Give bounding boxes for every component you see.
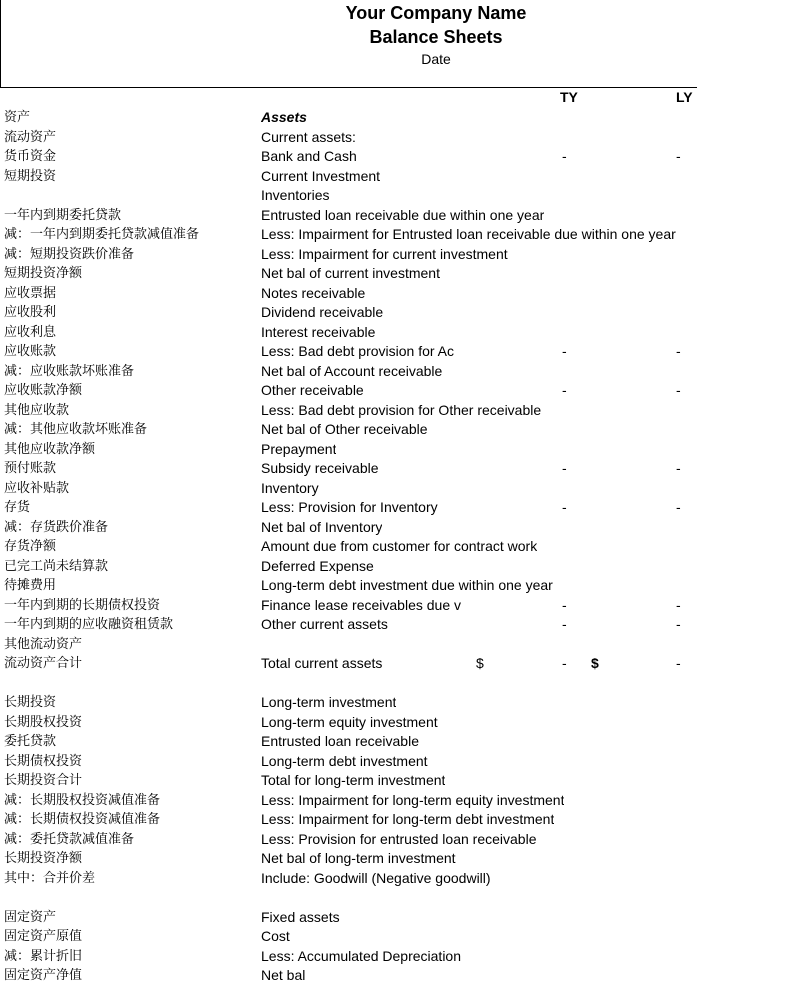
row-label-chinese: 长期债权投资 [4,753,83,769]
row-label-english: Less: Accumulated Depreciation [261,947,461,964]
table-row [0,420,800,440]
row-label-chinese: 流动资产 [4,129,57,145]
row-label-english: Interest receivable [261,323,376,340]
row-label-chinese: 一年内到期委托贷款 [4,207,122,223]
row-label-chinese: 长期投资净额 [4,851,83,866]
row-label-english: Deferred Expense [261,557,374,574]
table-row [0,498,800,518]
row-label-chinese: 固定资产 [4,909,57,925]
value-ly: - [676,499,681,515]
row-label-english: Less: Impairment for current investment [261,245,508,262]
row-label-chinese: 其中：合并价差 [4,870,96,886]
table-row [0,732,800,752]
table-row [0,206,800,226]
left-border [0,0,1,88]
row-label-chinese: 存货 [4,500,31,515]
row-label-english: Inventory [261,479,319,496]
row-label-chinese: 减：长期债权投资减值准备 [4,812,161,827]
row-label-chinese: 长期股权投资 [4,714,83,730]
table-row [0,596,800,616]
table-row [0,108,800,128]
table-row [0,888,800,908]
table-row [0,908,800,928]
row-label-english: Include: Goodwill (Negative goodwill) [261,869,491,886]
row-label-english: Less: Bad debt provision for Other receivable [261,401,542,418]
row-label-chinese: 减：存货跌价准备 [4,519,109,535]
row-label-chinese: 其他应收款净额 [4,441,96,457]
value-ty: - [562,460,567,476]
row-label-chinese: 应收票据 [4,285,57,301]
row-label-english: Long-term investment [261,694,397,710]
table-row [0,264,800,284]
row-label-english: Less: Bad debt provision for Ac [261,343,454,359]
row-label-chinese: 减：其他应收款坏账准备 [4,422,148,437]
table-row [0,654,800,674]
row-label-chinese: 固定资产净值 [4,968,83,983]
value-ty: - [562,596,567,613]
row-label-chinese: 固定资产原值 [4,929,83,944]
row-label-english: Bank and Cash [261,148,357,164]
table-row [0,635,800,655]
row-label-chinese: 其他应收款 [4,402,70,418]
row-label-english: Other receivable [261,382,364,398]
row-label-english: Net bal of Inventory [261,518,383,535]
table-row [0,303,800,323]
row-label-english: Net bal of Account receivable [261,362,443,379]
sheet-date: Date [421,51,451,67]
row-label-chinese: 长期投资 [4,695,57,710]
row-label-chinese: 一年内到期的应收融资租赁款 [4,617,174,632]
column-header-ly: LY [676,89,693,105]
currency-symbol-ty: $ [476,655,484,671]
row-label-english: Dividend receivable [261,304,384,320]
row-label-chinese: 减：一年内到期委托贷款减值准备 [4,227,200,242]
row-label-chinese: 资产 [4,110,31,125]
row-label-chinese: 短期投资 [4,168,57,184]
column-header-ty: TY [560,89,578,105]
row-label-chinese: 存货净额 [4,539,57,554]
row-label-english: Long-term debt investment [261,752,428,769]
table-row [0,537,800,557]
table-row [0,869,800,889]
row-label-english: Assets [261,109,307,125]
row-label-english: Less: Provision for entrusted loan receivable [261,830,537,847]
table-row [0,966,800,986]
row-label-english: Entrusted loan receivable due within one year [261,206,545,223]
table-row [0,342,800,362]
row-label-chinese: 其他流动资产 [4,636,83,652]
table-row [0,186,800,206]
row-label-english: Current assets: [261,128,356,145]
row-label-english: Net bal of long-term investment [261,850,456,866]
table-row [0,518,800,538]
row-label-english: Less: Impairment for long-term debt investment [261,811,555,827]
row-label-english: Net bal of Other receivable [261,421,428,437]
table-row [0,771,800,791]
row-label-chinese: 应收补贴款 [4,480,70,496]
row-label-chinese: 减：长期股权投资减值准备 [4,792,161,808]
table-row [0,440,800,460]
row-label-english: Fixed assets [261,908,340,925]
value-ly: - [676,343,681,359]
row-label-chinese: 减：委托贷款减值准备 [4,831,135,847]
table-row [0,791,800,811]
value-ly: - [676,655,681,671]
table-row [0,557,800,577]
value-ly: - [676,460,681,476]
table-row [0,128,800,148]
row-label-english: Long-term equity investment [261,713,438,730]
company-name: Your Company Name [345,3,527,23]
row-label-chinese: 应收账款 [4,344,57,359]
row-label-chinese: 短期投资净额 [4,266,83,281]
value-ly: - [676,148,681,164]
row-label-chinese: 已完工尚未结算款 [4,558,109,574]
row-label-chinese: 应收利息 [4,324,57,340]
value-ly: - [676,616,681,632]
table-row [0,401,800,421]
value-ty: - [562,148,567,164]
table-row [0,323,800,343]
value-ly: - [676,596,681,613]
row-label-chinese: 减：累计折旧 [4,948,83,964]
row-label-english: Finance lease receivables due v [261,596,462,613]
table-row [0,830,800,850]
row-label-chinese: 预付账款 [4,461,57,476]
table-row [0,615,800,635]
row-label-english: Net bal [261,967,306,983]
table-row [0,713,800,733]
table-row [0,225,800,245]
value-ty: - [562,499,567,515]
table-row [0,810,800,830]
row-label-english: Prepayment [261,440,337,457]
row-label-english: Other current assets [261,616,388,632]
row-label-chinese: 长期投资合计 [4,773,83,788]
row-label-english: Net bal of current investment [261,265,440,281]
table-row [0,752,800,772]
row-label-english: Current Investment [261,167,381,184]
table-row [0,381,800,401]
sheet-title: Balance Sheets [369,27,503,47]
table-row [0,245,800,265]
row-label-chinese: 应收账款净额 [4,383,83,398]
table-row [0,849,800,869]
row-label-english: Notes receivable [261,284,366,301]
value-ty: - [562,616,567,632]
table-row [0,479,800,499]
row-label-chinese: 应收股利 [4,305,57,320]
row-label-chinese: 流动资产合计 [4,656,83,671]
table-row [0,147,800,167]
table-row [0,927,800,947]
row-label-english: Entrusted loan receivable [261,733,419,749]
value-ty: - [562,382,567,398]
row-label-chinese: 货币资金 [4,149,57,164]
row-label-english: Amount due from customer for contract work [261,538,538,554]
row-label-english: Total for long-term investment [261,772,446,788]
table-row [0,576,800,596]
table-row [0,947,800,967]
table-row [0,459,800,479]
table-row [0,693,800,713]
row-label-chinese: 减：短期投资跌价准备 [4,246,135,262]
row-label-chinese: 减：应收账款坏账准备 [4,363,135,379]
row-label-english: Less: Provision for Inventory [261,499,438,515]
row-label-english: Long-term debt investment due within one year [261,577,553,593]
row-label-english: Less: Impairment for long-term equity investment [261,791,565,808]
row-label-english: Cost [261,928,290,944]
header-divider [0,87,697,88]
value-ty: - [562,655,567,671]
currency-symbol-ly: $ [591,655,599,671]
row-label-english: Subsidy receivable [261,460,379,476]
table-row [0,167,800,187]
table-row [0,674,800,694]
table-row [0,284,800,304]
row-label-english: Less: Impairment for Entrusted loan receivable due within one year [261,226,676,242]
table-row [0,362,800,382]
row-label-english: Total current assets [261,655,383,671]
value-ly: - [676,382,681,398]
value-ty: - [562,343,567,359]
row-label-chinese: 委托贷款 [4,734,57,749]
row-label-chinese: 待摊费用 [4,578,57,593]
row-label-chinese: 一年内到期的长期债权投资 [4,597,161,613]
row-label-english: Inventories [261,187,330,203]
